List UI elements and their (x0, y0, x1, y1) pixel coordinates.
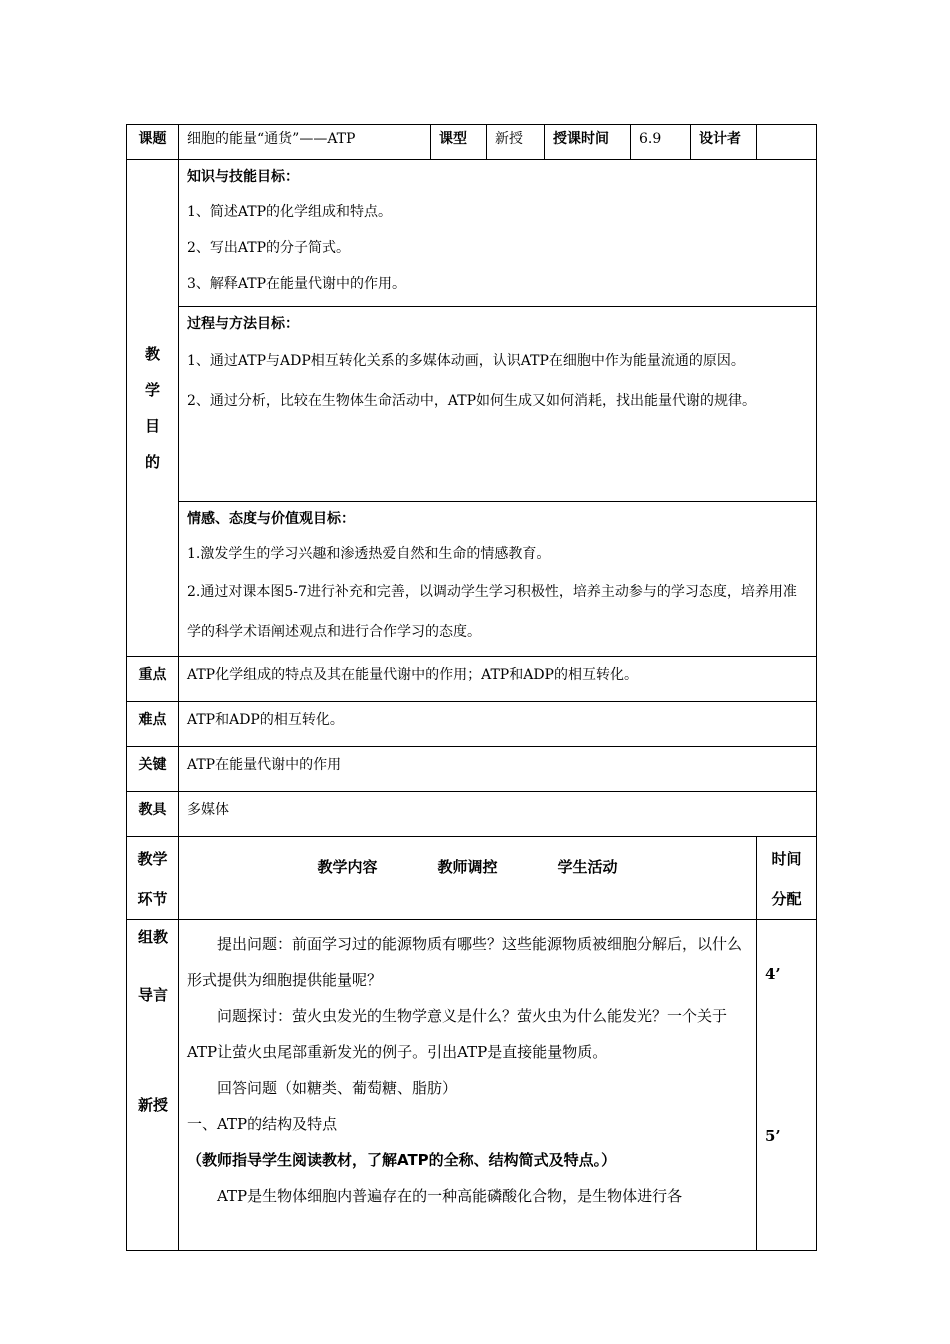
objectives-row-knowledge (127, 160, 817, 307)
knowledge-title: 知识与技能目标： (187, 169, 299, 185)
side-char: 的 (144, 453, 160, 471)
knowledge-item: 3、解释ATP在能量代谢中的作用。 (187, 276, 407, 292)
side-char: 目 (144, 417, 160, 435)
teacher-guidance: （教师指导学生阅读教材，了解ATP的全称、结构简式及特点。） (187, 1151, 617, 1169)
objectives-row-emotion (127, 502, 817, 657)
content-paragraph: 回答问题（如糖类、葡萄糖、脂肪） (217, 1079, 458, 1097)
knowledge-objectives (179, 160, 817, 307)
knowledge-item: 1、简述ATP的化学组成和特点。 (187, 204, 393, 220)
content-paragraph: ATP是生物体细胞内普遍存在的一种高能磷酸化合物，是生物体进行各 (217, 1187, 683, 1205)
key-point-row (127, 657, 817, 702)
difficulty-row (127, 702, 817, 747)
designer-label: 设计者 (691, 125, 757, 160)
tools-value: 多媒体 (179, 792, 817, 837)
process-title: 过程与方法目标： (187, 316, 299, 332)
emotion-item: 1.激发学生的学习兴趣和渗透热爱自然和生命的情感教育。 (187, 546, 551, 562)
crux-value: ATP在能量代谢中的作用 (179, 747, 817, 792)
designer-value (757, 125, 817, 160)
stage-label: 组教 (137, 928, 168, 946)
time-header-line: 时间 (771, 850, 802, 868)
content-paragraph: 提出问题：前面学习过的能源物质有哪些？这些能源物质被细胞分解后，以什么形式提供为细胞提供能量呢？ (187, 935, 743, 989)
time-label: 授课时间 (545, 125, 631, 160)
knowledge-item: 2、写出ATP的分子简式。 (187, 240, 351, 256)
stage-header-line: 教学 (137, 850, 168, 868)
process-objectives (179, 307, 817, 502)
objectives-row-process (127, 307, 817, 502)
emotion-title: 情感、态度与价值观目标： (187, 511, 355, 527)
side-char: 学 (144, 381, 160, 399)
emotion-item: 2.通过对课本图5-7进行补充和完善，以调动学生学习积极性，培养主动参与的学习态度，培养用准学的科学术语阐述观点和进行合作学习的态度。 (187, 584, 797, 640)
difficulty-value: ATP和ADP的相互转化。 (179, 702, 817, 747)
type-value: 新授 (487, 125, 545, 160)
time-column (757, 920, 817, 1251)
time-value: 6.9 (631, 125, 691, 160)
type-label: 课型 (431, 125, 487, 160)
topic-value: 细胞的能量“通货”——ATP (179, 125, 431, 160)
stage-label: 新授 (137, 1096, 168, 1114)
col-teacher-header: 教师调控 (437, 858, 498, 876)
content-paragraph: 问题探讨：萤火虫发光的生物学意义是什么？萤火虫为什么能发光？一个关于ATP让萤火虫尾部重新发光的例子。引出ATP是直接能量物质。 (187, 1007, 728, 1061)
time-header (757, 837, 817, 920)
crux-label: 关键 (127, 747, 179, 792)
time-value: 4’ (765, 965, 781, 983)
col-content-header: 教学内容 (317, 858, 378, 876)
topic-label: 课题 (127, 125, 179, 160)
side-char: 教 (144, 345, 160, 363)
stage-header (127, 837, 179, 920)
objectives-side-label (127, 160, 179, 657)
process-body-row (127, 920, 817, 1251)
lesson-content (179, 920, 757, 1251)
stage-label: 导言 (137, 986, 168, 1004)
key-point-value: ATP化学组成的特点及其在能量代谢中的作用；ATP和ADP的相互转化。 (179, 657, 817, 702)
content-headers (179, 837, 757, 920)
key-point-label: 重点 (127, 657, 179, 702)
section-heading: 一、ATP的结构及特点 (187, 1115, 338, 1133)
emotion-objectives (179, 502, 817, 657)
lesson-plan-sheet (126, 124, 816, 1251)
time-header-line: 分配 (771, 890, 802, 908)
process-header-row (127, 837, 817, 920)
stage-header-line: 环节 (137, 890, 168, 908)
crux-row (127, 747, 817, 792)
stage-column (127, 920, 179, 1251)
process-item: 1、通过ATP与ADP相互转化关系的多媒体动画，认识ATP在细胞中作为能量流通的原因。 (187, 353, 745, 369)
process-item: 2、通过分析，比较在生物体生命活动中，ATP如何生成又如何消耗，找出能量代谢的规律。 (187, 393, 757, 409)
tools-label: 教具 (127, 792, 179, 837)
col-student-header: 学生活动 (557, 858, 618, 876)
header-row (127, 125, 817, 160)
difficulty-label: 难点 (127, 702, 179, 747)
time-value: 5’ (765, 1127, 781, 1145)
tools-row (127, 792, 817, 837)
lesson-plan-table (126, 124, 817, 1251)
